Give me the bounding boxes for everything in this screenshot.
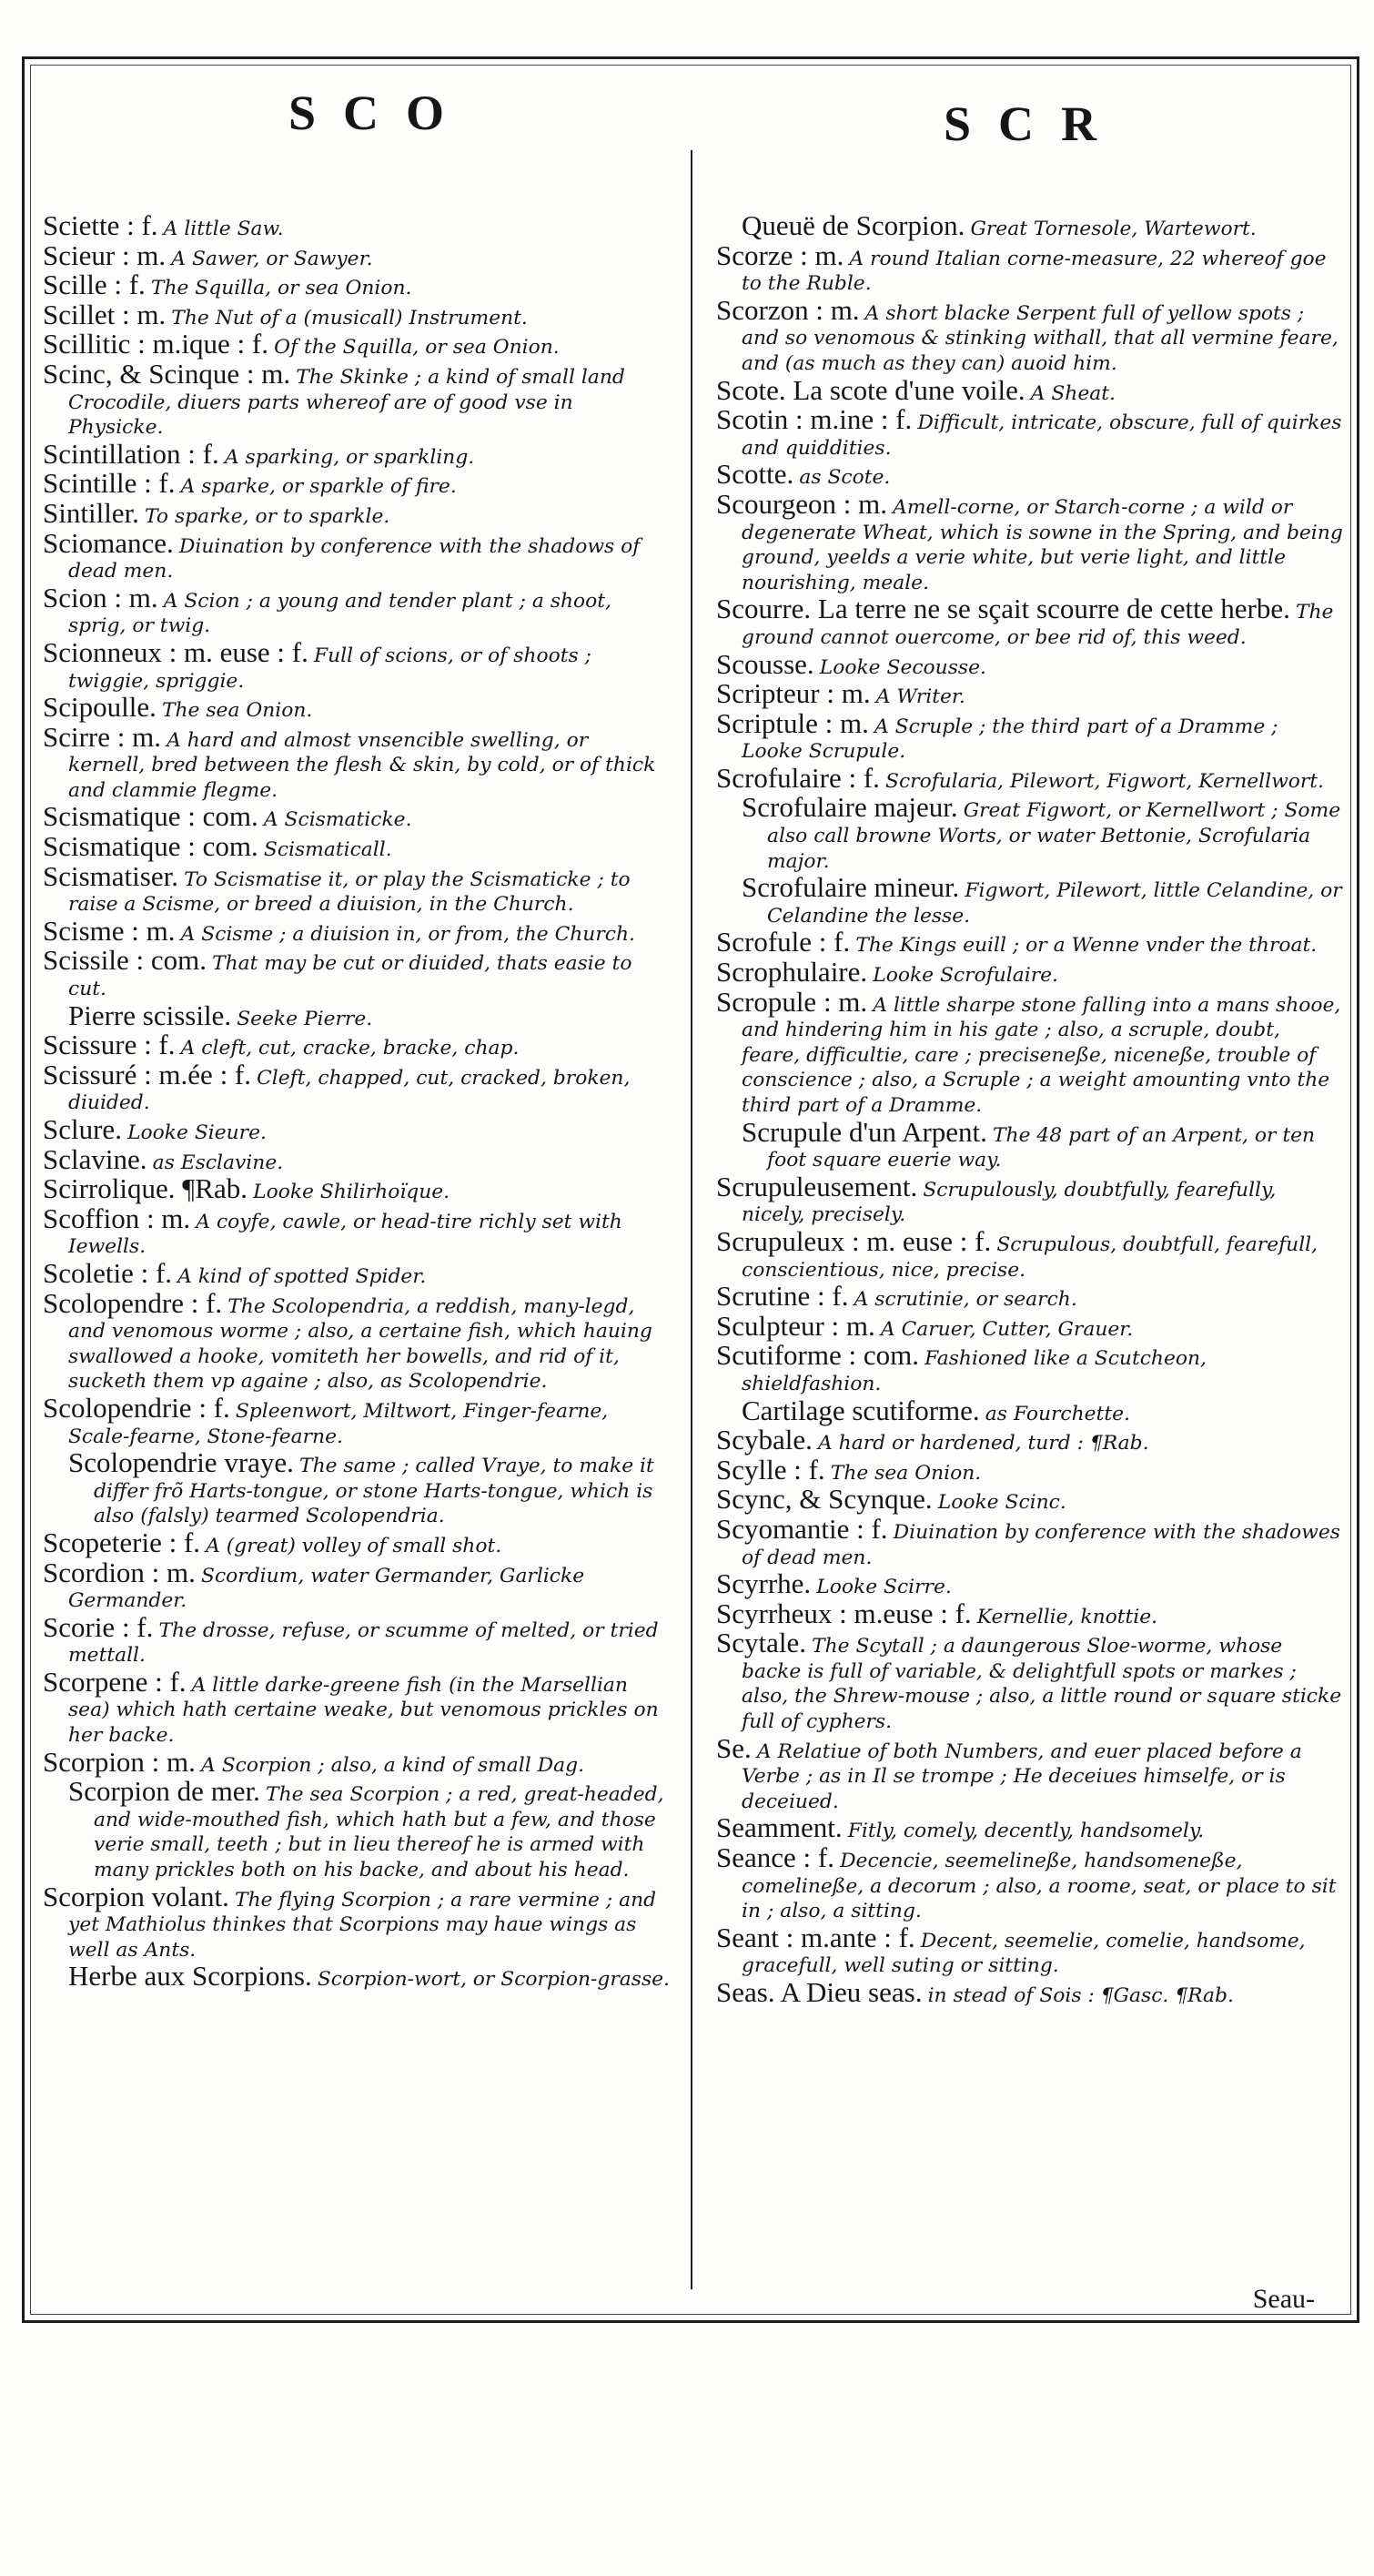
entry-gloss: A Sawer, or Sawyer. xyxy=(171,247,373,270)
entry-gloss: A hard or hardened, turd : ¶Rab. xyxy=(818,1432,1149,1455)
entry-headword: Scrofulaire mineur. xyxy=(742,871,960,904)
entry-gloss: A sparking, or sparkling. xyxy=(224,445,475,469)
dictionary-entry xyxy=(43,1526,671,1559)
entry-headword: Scolopendrie vraye. xyxy=(68,1446,294,1479)
entry-headword: Scieur : m. xyxy=(43,238,167,271)
entry-headword: Scirrolique. ¶Rab. xyxy=(43,1172,248,1205)
entry-gloss: Figwort, Pilewort, little Celandine, or Celandine the lesse. xyxy=(767,879,1342,928)
entry-gloss: Of the Squilla, or sea Onion. xyxy=(274,336,560,360)
entry-headword: Scotte. xyxy=(716,458,794,491)
dictionary-entry xyxy=(43,635,671,694)
entry-gloss: Cleft, chapped, cut, cracked, broken, diuided. xyxy=(68,1066,631,1115)
entry-gloss: Scrofularia, Pilewort, Figwort, Kernellwort. xyxy=(885,769,1324,793)
entry-headword: Scintille : f. xyxy=(43,467,176,500)
dictionary-entry xyxy=(43,238,671,272)
entry-gloss: A Scion ; a young and tender plant ; a shoot, sprig, or twig. xyxy=(68,589,611,638)
entry-gloss: A round Italian corne-measure, 22 whereof goe to the Ruble. xyxy=(742,247,1327,296)
entry-headword: Seant : m.ante : f. xyxy=(716,1921,915,1953)
dictionary-entry xyxy=(716,677,1344,710)
entry-headword: Scorzon : m. xyxy=(716,293,860,326)
dictionary-entry xyxy=(716,1394,1344,1427)
dictionary-entry xyxy=(716,1170,1344,1228)
entry-headword: Scourre. La terre ne se sçait scourre de cette herbe. xyxy=(716,593,1290,625)
dictionary-entry xyxy=(43,800,671,833)
entry-gloss: The sea Scorpion ; a red, great-headed, and wide-mouthed fish, which hath but a few, and those verie small, teeth ; but in lieu thereof he is armed with many prickles both on his backe, and about his head. xyxy=(94,1783,664,1882)
entry-headword: Scinc, & Scinque : m. xyxy=(43,357,291,390)
dictionary-entry xyxy=(43,1880,671,1963)
dictionary-entry xyxy=(43,1960,671,1993)
entry-headword: Scillet : m. xyxy=(43,298,167,330)
entry-gloss: A little darke-greene fish (in the Marsellian sea) which hath certaine weake, but venomous prickles on her backe. xyxy=(68,1673,659,1748)
entry-gloss: Fashioned like a Scutcheon, shieldfashion. xyxy=(742,1347,1207,1395)
dictionary-entry xyxy=(43,999,671,1032)
entry-gloss: Looke Sieure. xyxy=(127,1121,267,1144)
entry-gloss: Scrupulously, doubtfully, fearefully, nicely, precisely. xyxy=(742,1178,1277,1227)
entry-headword: Scrofulaire : f. xyxy=(716,761,880,794)
dictionary-entry xyxy=(716,926,1344,958)
entry-gloss: A Writer. xyxy=(875,685,965,709)
entry-gloss: The Squilla, or sea Onion. xyxy=(150,277,412,300)
entry-gloss: A Scruple ; the third part of a Dramme ; Looke Scrupule. xyxy=(742,715,1278,764)
entry-headword: Scousse. xyxy=(716,647,814,680)
dictionary-entry xyxy=(716,791,1344,874)
entry-headword: Scorpion de mer. xyxy=(68,1775,260,1808)
dictionary-entry xyxy=(716,373,1344,407)
dictionary-entry xyxy=(716,458,1344,491)
entry-gloss: Great Figwort, or Kernellwort ; Some also call browne Worts, or water Bettonie, Scrofularia major. xyxy=(767,799,1341,873)
dictionary-entry xyxy=(716,647,1344,681)
dictionary-entry xyxy=(716,1976,1344,2009)
dictionary-entry xyxy=(43,1256,671,1290)
entry-headword: Se. xyxy=(716,1731,752,1764)
dictionary-entry xyxy=(716,1597,1344,1630)
dictionary-entry xyxy=(43,1446,671,1529)
entry-headword: Scoletie : f. xyxy=(43,1256,173,1289)
right-column xyxy=(716,209,1344,2011)
dictionary-entry xyxy=(43,914,671,948)
header-left: SCO xyxy=(288,86,472,140)
dictionary-entry xyxy=(43,859,671,918)
left-column xyxy=(43,209,671,1994)
entry-gloss: Decent, seemelie, comelie, handsome, gracefull, well suting or sitting. xyxy=(742,1929,1306,1978)
dictionary-entry xyxy=(716,238,1344,297)
entry-headword: Scille : f. xyxy=(43,269,146,301)
entry-headword: Sciomance. xyxy=(43,526,174,559)
dictionary-entry xyxy=(43,1142,671,1176)
entry-headword: Scoffion : m. xyxy=(43,1202,191,1234)
entry-headword: Seas. A Dieu seas. xyxy=(716,1976,923,2008)
entry-gloss: The sea Onion. xyxy=(830,1461,982,1485)
entry-gloss: A scrutinie, or search. xyxy=(854,1288,1077,1312)
entry-headword: Scytale. xyxy=(716,1627,806,1659)
dictionary-entry xyxy=(716,956,1344,989)
dictionary-entry xyxy=(43,1775,671,1882)
entry-gloss: The Skinke ; a kind of small land Crocodile, diuers parts whereof are of good vse in Physicke. xyxy=(68,365,625,440)
entry-gloss: To sparke, or to sparkle. xyxy=(145,504,390,528)
dictionary-entry xyxy=(43,1113,671,1146)
entry-headword: Scripteur : m. xyxy=(716,677,871,710)
entry-headword: Scismatique : com. xyxy=(43,800,258,833)
entry-gloss: Looke Scrofulaire. xyxy=(873,964,1058,988)
dictionary-entry xyxy=(716,1811,1344,1844)
dictionary-entry xyxy=(716,871,1344,928)
entry-headword: Scotin : m.ine : f. xyxy=(716,403,913,436)
entry-gloss: Great Tornesole, Wartewort. xyxy=(970,218,1257,240)
entry-gloss: That may be cut or diuided, thats easie to cut. xyxy=(68,952,632,1001)
catchword: Seau- xyxy=(1252,2284,1315,2314)
entry-gloss: Scordium, water Germander, Garlicke Germander. xyxy=(68,1564,585,1613)
entry-headword: Scriptule : m. xyxy=(716,706,869,739)
entry-headword: Scionneux : m. euse : f. xyxy=(43,635,308,668)
dictionary-entry xyxy=(716,1424,1344,1456)
dictionary-entry xyxy=(716,403,1344,461)
dictionary-entry xyxy=(43,1172,671,1205)
dictionary-entry xyxy=(43,1058,671,1116)
entry-headword: Scipoulle. xyxy=(43,691,157,724)
dictionary-entry xyxy=(43,1556,671,1614)
entry-gloss: Decencie, seemelineße, handsomeneße, comelineße, a decorum ; also, a roome, seat, or place to sit in ; also, a sitting. xyxy=(742,1850,1337,1923)
dictionary-entry xyxy=(43,830,671,863)
dictionary-entry xyxy=(43,1665,671,1749)
entry-gloss: A (great) volley of small shot. xyxy=(206,1534,502,1557)
entry-gloss: A sparke, or sparkle of fire. xyxy=(180,475,457,499)
dictionary-entry xyxy=(716,1921,1344,1979)
entry-gloss: Kernellie, knottie. xyxy=(976,1605,1158,1628)
dictionary-entry xyxy=(716,209,1344,242)
entry-headword: Herbe aux Scorpions. xyxy=(68,1960,312,1993)
entry-gloss: Diuination by conference with the shadowes of dead men. xyxy=(742,1520,1340,1569)
entry-headword: Scorze : m. xyxy=(716,238,844,271)
entry-gloss: The ground cannot ouercome, or bee rid of, this weed. xyxy=(742,601,1334,649)
dictionary-entry xyxy=(43,269,671,301)
entry-headword: Scote. La scote d'une voile. xyxy=(716,373,1025,406)
entry-headword: Scrophulaire. xyxy=(716,956,868,989)
dictionary-entry xyxy=(716,1115,1344,1173)
entry-headword: Sclavine. xyxy=(43,1142,147,1175)
entry-gloss: Looke Secousse. xyxy=(819,655,986,679)
dictionary-entry xyxy=(43,1286,671,1394)
entry-headword: Scyrrheux : m.euse : f. xyxy=(716,1597,972,1629)
entry-gloss: A coyfe, cawle, or head-tire richly set with Iewells. xyxy=(68,1210,622,1259)
entry-gloss: Spleenwort, Miltwort, Finger-fearne, Scale-fearne, Stone-fearne. xyxy=(68,1399,609,1448)
entry-gloss: in stead of Sois : ¶Gasc. ¶Rab. xyxy=(927,1984,1234,2007)
dictionary-entry xyxy=(716,1224,1344,1283)
dictionary-entry xyxy=(716,706,1344,765)
entry-headword: Scutiforme : com. xyxy=(716,1339,919,1372)
entry-gloss: Diuination by conference with the shadows of dead men. xyxy=(68,534,641,583)
dictionary-entry xyxy=(716,1453,1344,1486)
entry-headword: Queuë de Scorpion. xyxy=(742,209,965,241)
entry-headword: Scrupule d'un Arpent. xyxy=(742,1115,987,1148)
entry-headword: Scordion : m. xyxy=(43,1556,196,1588)
entry-headword: Scourgeon : m. xyxy=(716,487,887,520)
entry-headword: Scirre : m. xyxy=(43,720,161,753)
entry-gloss: A Caruer, Cutter, Grauer. xyxy=(880,1317,1134,1341)
entry-headword: Scylle : f. xyxy=(716,1453,825,1486)
entry-headword: Scion : m. xyxy=(43,581,158,614)
dictionary-entry xyxy=(716,293,1344,377)
dictionary-entry xyxy=(716,487,1344,595)
dictionary-entry xyxy=(43,437,671,471)
dictionary-page xyxy=(22,56,1359,2323)
entry-gloss: A Scismaticke. xyxy=(263,808,412,832)
entry-headword: Sciette : f. xyxy=(43,209,158,241)
header-right: SCR xyxy=(944,96,1125,151)
entry-headword: Scissuré : m.ée : f. xyxy=(43,1058,252,1090)
entry-headword: Scopeterie : f. xyxy=(43,1526,201,1558)
dictionary-entry xyxy=(43,581,671,639)
entry-gloss: Scrupulous, doubtfull, fearefull, conscientious, nice, precise. xyxy=(742,1232,1318,1282)
entry-gloss: A Scisme ; a diuision in, or from, the Church. xyxy=(180,922,635,946)
entry-headword: Scyomantie : f. xyxy=(716,1512,888,1545)
entry-headword: Scissure : f. xyxy=(43,1029,176,1061)
entry-headword: Pierre scissile. xyxy=(68,999,232,1031)
entry-headword: Scrofule : f. xyxy=(716,926,851,958)
entry-headword: Seance : f. xyxy=(716,1841,834,1874)
dictionary-entry xyxy=(716,1627,1344,1734)
entry-gloss: A Scorpion ; also, a kind of small Dag. xyxy=(201,1753,585,1777)
entry-headword: Cartilage scutiforme. xyxy=(742,1394,980,1426)
entry-headword: Sintiller. xyxy=(43,496,139,529)
entry-gloss: The same ; called Vraye, to make it differ frõ Harts-tongue, or stone Harts-tongue, which is also (falsly) tearmed Scolopendria. xyxy=(94,1455,654,1528)
dictionary-entry xyxy=(43,526,671,584)
entry-gloss: A Relatiue of both Numbers, and euer placed before a Verbe ; as in Il se trompe ; He deceiues himselfe, or is deceiued. xyxy=(742,1739,1302,1813)
dictionary-entry xyxy=(43,328,671,360)
dictionary-entry xyxy=(716,1567,1344,1600)
entry-gloss: Full of scions, or of shoots ; twiggie, spriggie. xyxy=(68,644,591,693)
dictionary-entry xyxy=(43,298,671,331)
entry-headword: Scrupuleusement. xyxy=(716,1170,918,1202)
entry-gloss: The Kings euill ; or a Wenne vnder the throat. xyxy=(855,934,1318,958)
entry-gloss: A little sharpe stone falling into a mans shooe, and hindering him in his gate ; also, a scruple, doubt, feare, difficultie, care ; preciseneße, niceneße, trouble of conscience ; also, a Scruple ; a weight amounting vnto the third part of a Dramme. xyxy=(742,993,1341,1117)
entry-headword: Scissile : com. xyxy=(43,944,207,977)
entry-headword: Scropule : m. xyxy=(716,985,868,1018)
entry-gloss: A Sheat. xyxy=(1030,381,1116,405)
entry-gloss: A cleft, cut, cracke, bracke, chap. xyxy=(180,1037,520,1060)
dictionary-entry xyxy=(716,1731,1344,1815)
entry-headword: Scync, & Scynque. xyxy=(716,1483,933,1516)
entry-gloss: Fitly, comely, decently, handsomely. xyxy=(847,1820,1205,1843)
entry-headword: Scorpion : m. xyxy=(43,1745,196,1778)
entry-gloss: A short blacke Serpent full of yellow spots ; and so venomous & stinking withall, that all vermine feare, and (as much as they can) auoid him. xyxy=(742,301,1339,375)
entry-gloss: Looke Shilirhoïque. xyxy=(253,1181,450,1204)
entry-headword: Scillitic : m.ique : f. xyxy=(43,328,268,360)
entry-headword: Scismatique : com. xyxy=(43,830,258,863)
dictionary-entry xyxy=(43,1745,671,1779)
entry-headword: Scorpene : f. xyxy=(43,1665,187,1698)
entry-gloss: Scismaticall. xyxy=(263,838,392,862)
entry-headword: Scybale. xyxy=(716,1424,813,1456)
entry-headword: Scorie : f. xyxy=(43,1610,154,1643)
entry-gloss: The Scytall ; a daungerous Sloe-worme, whose backe is full of variable, & delightfull spots or markes ; also, the Shrew-mouse ; also, a little round or square sticke full of cyphers. xyxy=(742,1635,1342,1734)
entry-gloss: Looke Scinc. xyxy=(937,1491,1066,1515)
entry-headword: Scisme : m. xyxy=(43,914,176,947)
dictionary-entry xyxy=(716,593,1344,650)
entry-headword: Scismatiser. xyxy=(43,859,178,892)
dictionary-entry xyxy=(716,1483,1344,1516)
entry-gloss: Scorpion-wort, or Scorpion-grasse. xyxy=(317,1968,670,1992)
entry-gloss: To Scismatise it, or play the Scismaticke ; to raise a Scisme, or breed a diuision, in the Church. xyxy=(68,867,631,917)
entry-headword: Scyrrhe. xyxy=(716,1567,812,1600)
dictionary-entry xyxy=(43,720,671,804)
entry-gloss: Seeke Pierre. xyxy=(237,1007,373,1030)
entry-gloss: Difficult, intricate, obscure, full of quirkes and quiddities. xyxy=(742,411,1342,460)
entry-gloss: The Scolopendria, a reddish, many-legd, and venomous worme ; also, a certaine fish, which hauing swallowed a hooke, vomiteth her bowells, and rid of it, sucketh them vp againe ; also, as Scolopendrie. xyxy=(68,1294,652,1394)
entry-headword: Scolopendre : f. xyxy=(43,1286,223,1319)
entry-gloss: as Esclavine. xyxy=(152,1151,284,1174)
entry-gloss: as Scote. xyxy=(799,466,891,490)
entry-gloss: The Nut of a (musicall) Instrument. xyxy=(171,306,528,330)
entry-gloss: The drosse, refuse, or scumme of melted, or tried mettall. xyxy=(68,1618,659,1668)
entry-headword: Sculpteur : m. xyxy=(716,1309,875,1342)
column-divider xyxy=(691,150,692,2289)
dictionary-entry xyxy=(43,467,671,500)
dictionary-entry xyxy=(716,1841,1344,1924)
dictionary-entry xyxy=(43,209,671,242)
dictionary-entry xyxy=(43,1202,671,1260)
entry-gloss: Amell-corne, or Starch-corne ; a wild or degenerate Wheat, which is sowne in the Spring, and being ground, yeelds a verie white, but verie light, and little nourishing, meale. xyxy=(742,495,1343,594)
entry-gloss: A hard and almost vnsencible swelling, or kernell, bred between the flesh & skin, by cold, or of thick and clammie flegme. xyxy=(68,728,656,802)
dictionary-entry xyxy=(716,1309,1344,1343)
entry-headword: Scrofulaire majeur. xyxy=(742,791,958,824)
entry-gloss: A kind of spotted Spider. xyxy=(177,1264,427,1288)
dictionary-entry xyxy=(43,496,671,530)
entry-gloss: The flying Scorpion ; a rare vermine ; and yet Mathiolus thinkes that Scorpions may haue wings as well as Ants. xyxy=(68,1888,657,1962)
dictionary-entry xyxy=(43,357,671,441)
entry-gloss: Looke Scirre. xyxy=(816,1576,952,1599)
entry-gloss: as Fourchette. xyxy=(985,1402,1130,1425)
entry-headword: Seamment. xyxy=(716,1811,843,1844)
entry-gloss: The 48 part of an Arpent, or ten foot square euerie way. xyxy=(767,1123,1316,1172)
entry-headword: Scrupuleux : m. euse : f. xyxy=(716,1224,992,1257)
dictionary-entry xyxy=(716,985,1344,1119)
dictionary-entry xyxy=(43,691,671,724)
entry-headword: Scolopendrie : f. xyxy=(43,1391,230,1424)
entry-headword: Sclure. xyxy=(43,1113,122,1145)
dictionary-entry xyxy=(716,1280,1344,1313)
entry-headword: Scorpion volant. xyxy=(43,1880,229,1912)
dictionary-entry xyxy=(43,1029,671,1061)
dictionary-entry xyxy=(43,1391,671,1449)
dictionary-entry xyxy=(716,1339,1344,1396)
entry-gloss: The sea Onion. xyxy=(161,699,313,723)
dictionary-entry xyxy=(716,761,1344,795)
dictionary-entry xyxy=(43,1610,671,1668)
dictionary-entry xyxy=(716,1512,1344,1570)
dictionary-entry xyxy=(43,944,671,1001)
entry-gloss: A little Saw. xyxy=(163,218,284,240)
entry-headword: Scintillation : f. xyxy=(43,437,219,470)
entry-headword: Scrutine : f. xyxy=(716,1280,849,1313)
